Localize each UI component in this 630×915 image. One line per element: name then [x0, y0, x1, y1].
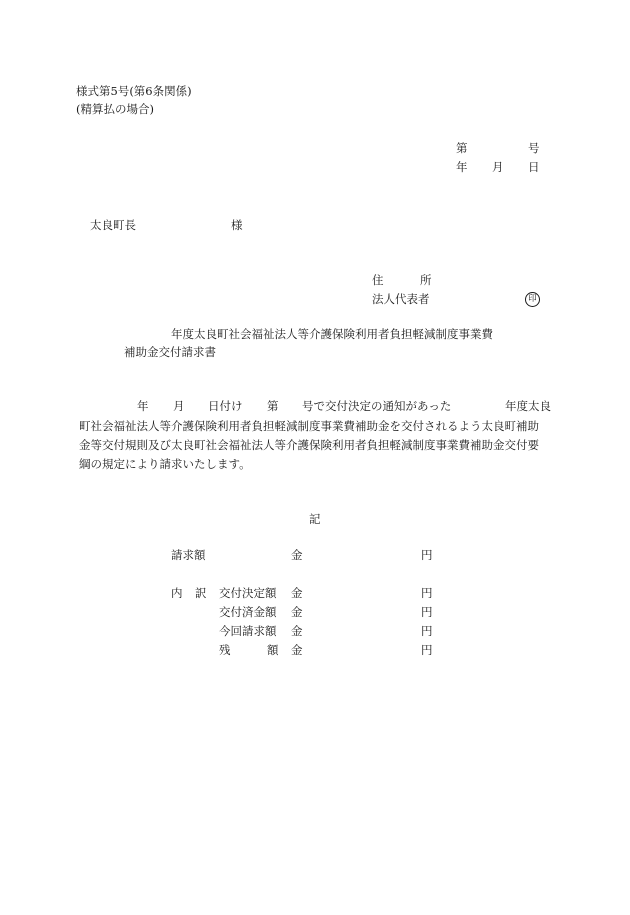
addressee-honorific: 様	[231, 218, 243, 232]
body-line-3: 金等交付規則及び太良町社会福祉法人等介護保険利用者負担軽減制度事業費補助金交付要	[79, 438, 539, 452]
breakdown-row-kin: 金	[291, 605, 303, 619]
breakdown-row-kin: 金	[291, 643, 303, 657]
breakdown-row-label: 交付済金額	[219, 605, 277, 619]
breakdown-row-label: 今回請求額	[219, 624, 277, 638]
breakdown-row-kin: 金	[291, 586, 303, 600]
form-subtitle: (精算払の場合)	[76, 102, 154, 116]
body-year: 年	[137, 399, 149, 413]
representative-label: 法人代表者	[372, 292, 430, 306]
breakdown-label-2: 訳	[195, 586, 207, 600]
ki-heading: 記	[309, 512, 321, 526]
breakdown-row-yen: 円	[421, 643, 433, 657]
body-dai: 第	[267, 399, 279, 413]
breakdown-label-1: 内	[171, 586, 183, 600]
breakdown-row-yen: 円	[421, 605, 433, 619]
claim-amount-yen: 円	[421, 548, 433, 562]
document-title-line-1: 年度太良町社会福祉法人等介護保険利用者負担軽減制度事業費	[171, 327, 493, 341]
address-label-1: 住	[372, 273, 384, 287]
date-day: 日	[528, 160, 540, 174]
body-line-2: 町社会福祉法人等介護保険利用者負担軽減制度事業費補助金を交付されるよう太良町補助	[79, 419, 539, 433]
breakdown-row-label: 交付決定額	[219, 586, 277, 600]
breakdown-remaining-label-1: 残	[219, 643, 231, 657]
body-line-4: 綱の規定により請求いたします。	[79, 457, 251, 471]
address-label-2: 所	[420, 273, 432, 287]
addressee-name: 太良町長	[90, 218, 136, 232]
form-number: 様式第5号(第6条関係)	[76, 84, 192, 98]
body-notice: 号で交付決定の通知があった	[302, 399, 452, 413]
breakdown-row-yen: 円	[421, 624, 433, 638]
breakdown-row-kin: 金	[291, 624, 303, 638]
body-nendo: 年度太良	[505, 399, 551, 413]
seal-mark: 印	[525, 292, 540, 307]
doc-number-go: 号	[528, 141, 540, 155]
breakdown-remaining-label-2: 額	[267, 643, 279, 657]
date-month: 月	[492, 160, 504, 174]
body-hizuke: 日付け	[208, 399, 243, 413]
document-title-line-2: 補助金交付請求書	[124, 345, 216, 359]
claim-amount-label: 請求額	[171, 548, 206, 562]
body-month: 月	[173, 399, 185, 413]
date-year: 年	[456, 160, 468, 174]
doc-number-dai: 第	[456, 141, 468, 155]
breakdown-row-yen: 円	[421, 586, 433, 600]
claim-amount-kin: 金	[291, 548, 303, 562]
